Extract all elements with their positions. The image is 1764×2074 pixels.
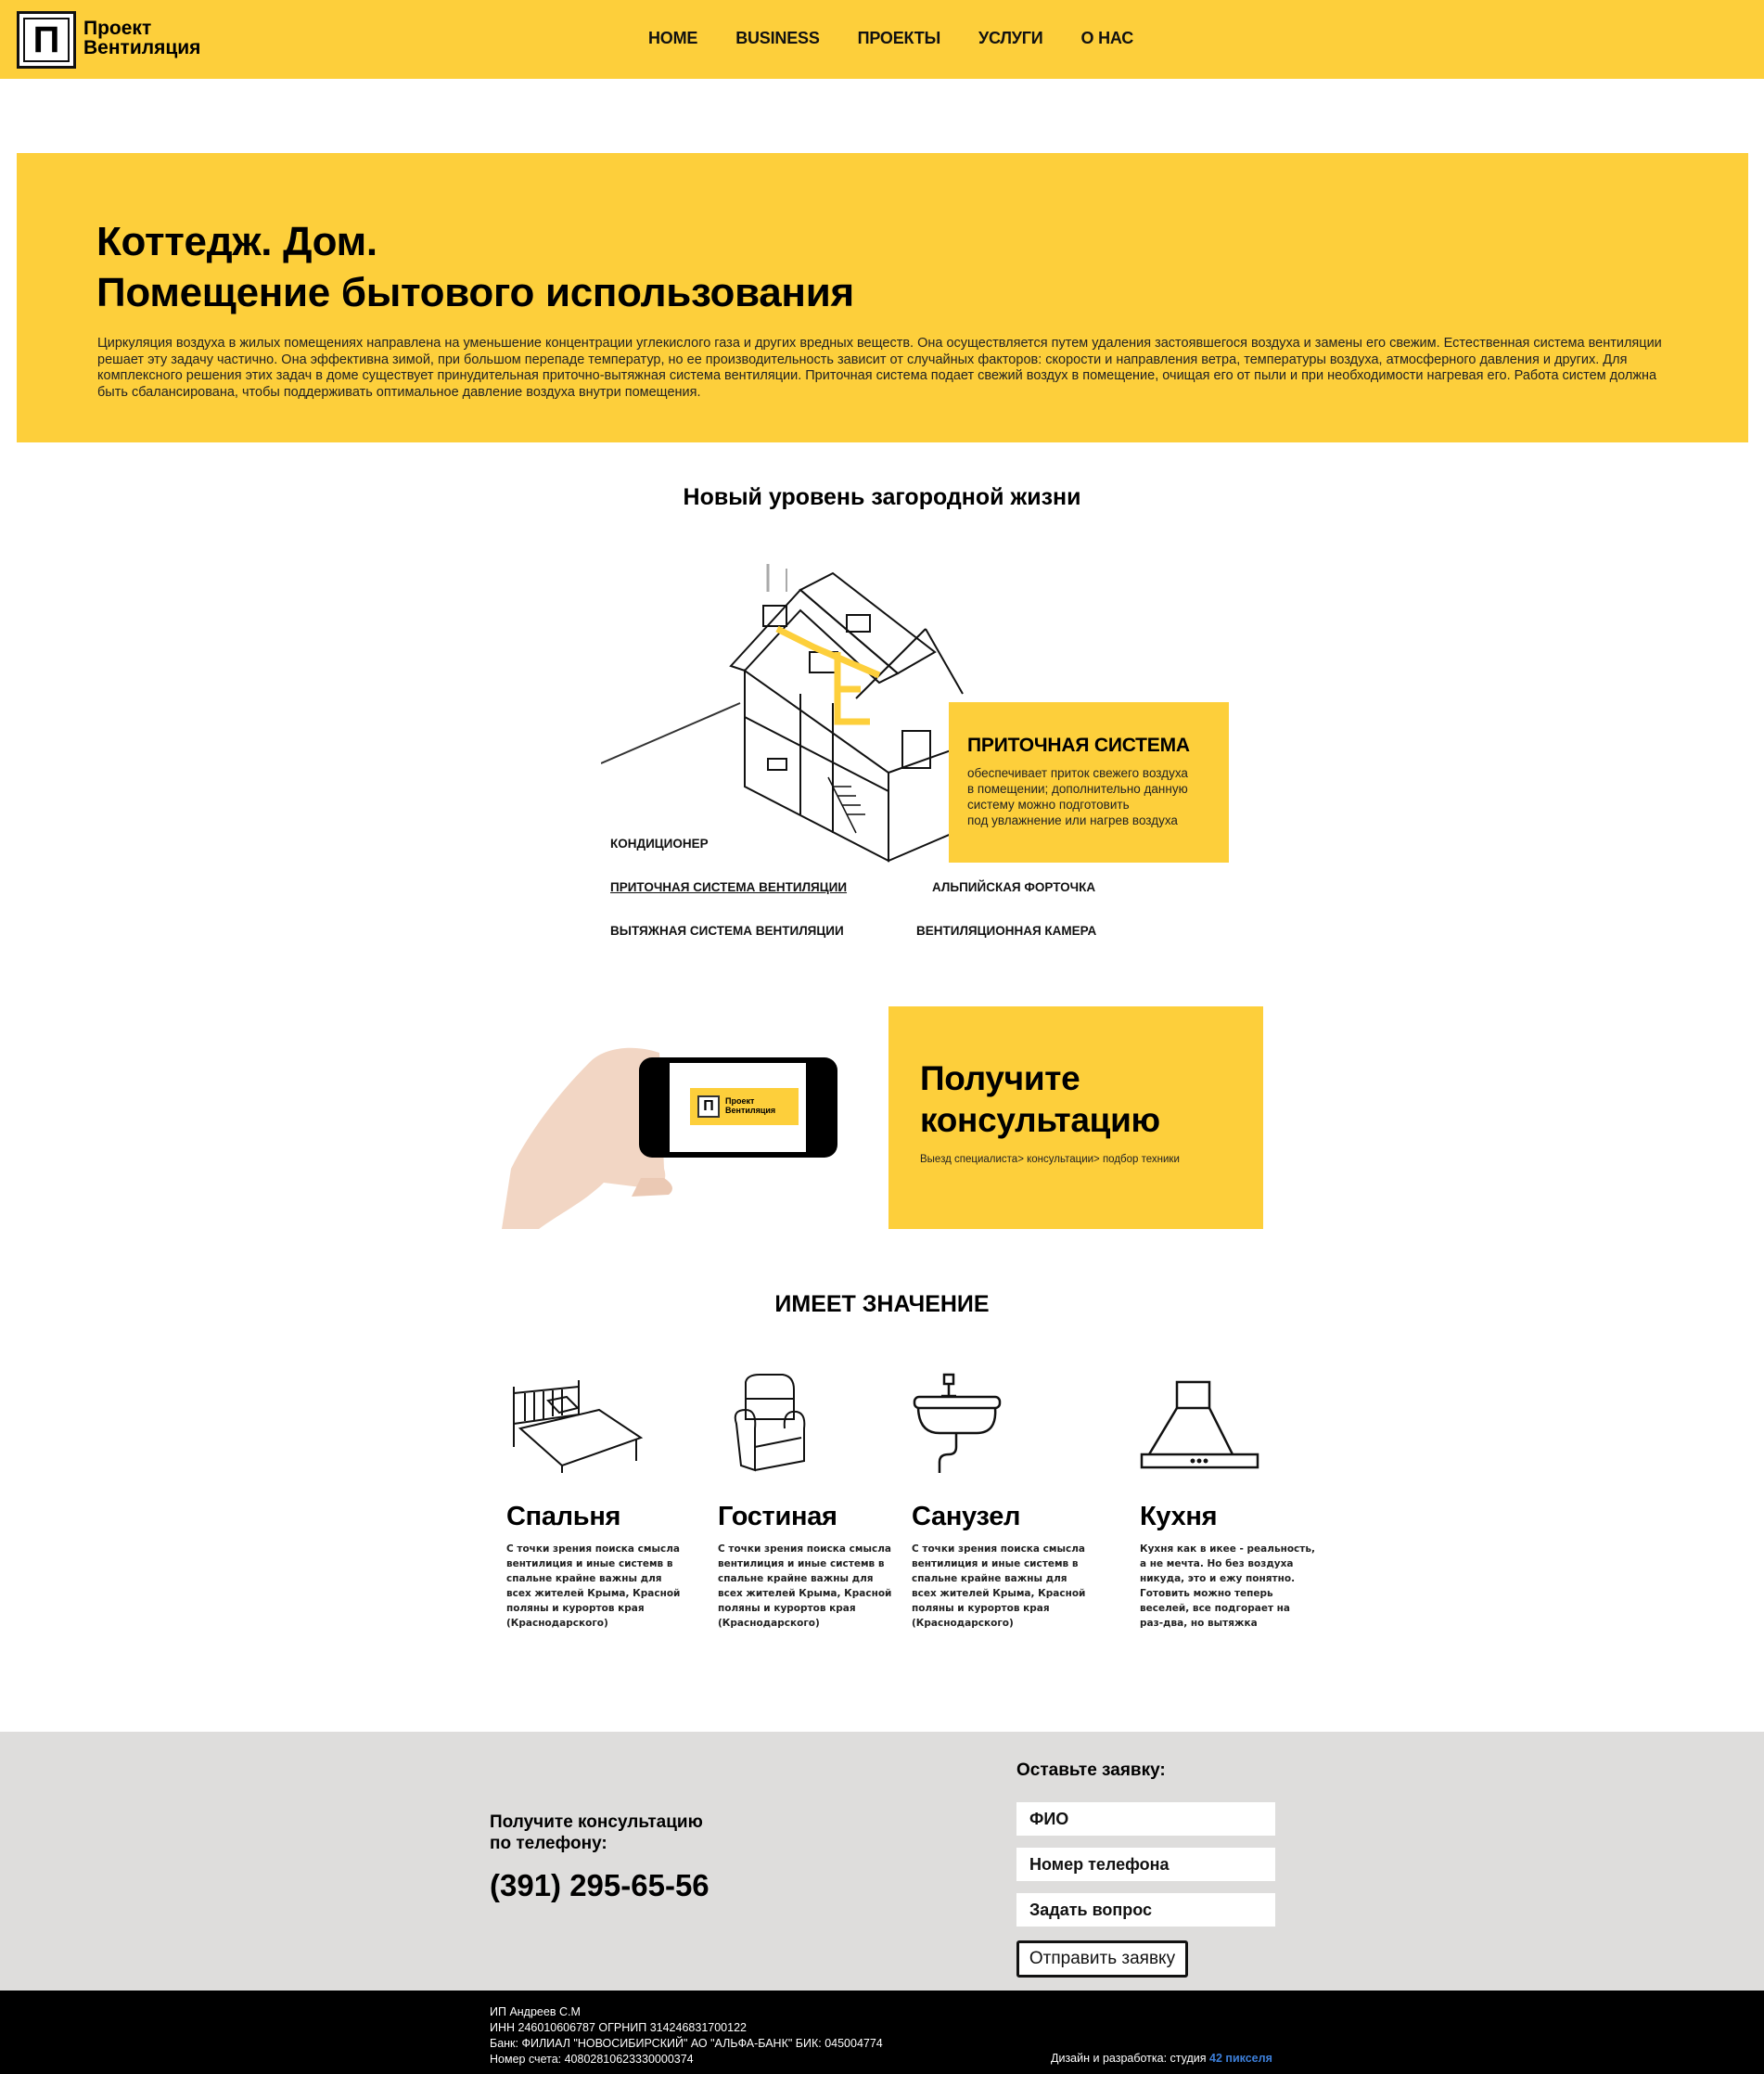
armchair-icon	[718, 1373, 857, 1475]
nav-about[interactable]: О НАС	[1080, 29, 1134, 47]
consultation-banner[interactable]	[888, 1006, 1263, 1229]
name-input[interactable]	[1016, 1802, 1275, 1836]
bed-icon	[506, 1373, 646, 1475]
site-footer	[0, 1991, 1764, 2074]
room-text: С точки зрения поиска смысла вентилиция и иные системв в спальне крайне важны для всех жителей Крыма, Красной поляны и курортов края (Краснодарского)	[506, 1543, 681, 1629]
phone-input[interactable]	[1016, 1848, 1275, 1881]
hero-title-line-1: Коттедж. Дом.	[96, 219, 377, 264]
room-kitchen	[1140, 1373, 1316, 1631]
hero-title-line-2: Помещение бытового использования	[96, 270, 854, 315]
room-text: Кухня как в икее - реальность, а не мечта. Но без воздуха никуда, это и ежу понятно. Готовить можно теперь веселей, все подгорает на раз-два, но вытяжка	[1140, 1543, 1315, 1629]
credit	[1051, 2052, 1272, 2065]
company-account: Номер счета: 40802810623330000374	[490, 2053, 694, 2066]
room-text: С точки зрения поиска смысла вентилиция и иные системв в спальне крайне важны для всех жителей Крыма, Красной поляны и курортов края (Краснодарского)	[718, 1543, 892, 1629]
hero-text: Циркуляция воздуха в жилых помещениях направлена на уменьшение концентрации углекислого газа и других вредных веществ. Она осуществляется путем удаления застоявшегося воздуха и замены его свежим. Естественная система вентиляции решает эту задачу частично. Она эффективна зимой, при большом перепаде температур, но ее производительность зависит от случайных факторов: скорости и направления ветра, температуры воздуха, атмосферного давления и других. Для комплексного решения этих задач в доме существует принудительная приточно-вытяжная система вентиляции. Приточная система подает свежий воздух в помещение, очищая его от пыли и при необходимости нагревая его. Работа систем должна быть сбалансирована, чтобы поддерживать оптимальное давление воздуха внутри помещения.	[97, 336, 1662, 400]
form-title: Оставьте заявку:	[1016, 1760, 1166, 1780]
nav-services[interactable]: УСЛУГИ	[978, 29, 1043, 47]
logo-line-2: Вентиляция	[83, 37, 201, 58]
company-name: ИП Андреев С.М	[490, 2005, 581, 2018]
company-bank: Банк: ФИЛИАЛ "НОВОСИБИРСКИЙ" АО "АЛЬФА-БАНК" БИК: 045004774	[490, 2037, 883, 2050]
logo-text[interactable]	[83, 19, 200, 58]
consult-subtitle: Выезд специалиста> консультации> подбор техники	[920, 1154, 1180, 1165]
sink-icon	[912, 1373, 1051, 1475]
question-input[interactable]	[1016, 1893, 1275, 1927]
hero-banner	[17, 153, 1748, 442]
hand-with-phone-image	[502, 1030, 776, 1229]
phone-logo-text: Проект Вентиляция	[725, 1096, 776, 1115]
consult-title: Получите консультацию	[920, 1059, 1160, 1139]
callout-title: ПРИТОЧНАЯ СИСТЕМА	[967, 735, 1190, 756]
matters-title: ИМЕЕТ ЗНАЧЕНИЕ	[774, 1291, 990, 1317]
room-bathroom	[912, 1373, 1088, 1631]
credit-text: Дизайн и разработка: студия	[1051, 2052, 1210, 2065]
link-ventilation-chamber[interactable]: ВЕНТИЛЯЦИОННАЯ КАМЕРА	[916, 924, 1097, 938]
room-living	[718, 1373, 894, 1631]
main-nav	[648, 29, 1171, 48]
nav-home[interactable]: HOME	[648, 29, 698, 47]
room-title: Гостиная	[718, 1502, 837, 1531]
range-hood-icon	[1140, 1373, 1279, 1475]
nav-business[interactable]: BUSINESS	[735, 29, 820, 47]
submit-request-button[interactable]: Отправить заявку	[1016, 1940, 1188, 1978]
site-header	[0, 0, 1764, 79]
link-alpine-window[interactable]: АЛЬПИЙСКАЯ ФОРТОЧКА	[932, 880, 1096, 894]
room-title: Кухня	[1140, 1502, 1218, 1531]
contacts-section	[0, 1732, 1764, 1991]
systems-title: Новый уровень загородной жизни	[683, 484, 1081, 510]
room-title: Санузел	[912, 1502, 1021, 1531]
link-conditioner[interactable]: КОНДИЦИОНЕР	[610, 837, 709, 851]
supply-system-callout	[949, 702, 1229, 863]
phone-logo-icon: П	[697, 1095, 720, 1118]
phone-label: Получите консультацию по телефону:	[490, 1812, 703, 1853]
room-text: С точки зрения поиска смысла вентилиция и иные системв в спальне крайне важны для всех жителей Крыма, Красной поляны и курортов края (Краснодарского)	[912, 1543, 1086, 1629]
nav-projects[interactable]: ПРОЕКТЫ	[857, 29, 940, 47]
phone-number[interactable]: (391) 295-65-56	[490, 1868, 709, 1902]
logo-line-1: Проект	[83, 18, 152, 39]
logo-icon[interactable]	[17, 11, 76, 69]
company-inn: ИНН 246010606787 ОГРНИП 314246831700122	[490, 2021, 747, 2034]
credit-link[interactable]: 42 пикселя	[1209, 2052, 1272, 2065]
link-supply-ventilation[interactable]: ПРИТОЧНАЯ СИСТЕМА ВЕНТИЛЯЦИИ	[610, 880, 848, 894]
logo-glyph: П	[32, 19, 60, 60]
room-title: Спальня	[506, 1502, 621, 1531]
callout-text: обеспечивает приток свежего воздуха в помещении; дополнительно данную систему можно подготовить под увлажнение или нагрев воздуха	[967, 766, 1188, 827]
room-bedroom	[506, 1373, 683, 1631]
hero-title	[96, 216, 854, 318]
link-exhaust-ventilation[interactable]: ВЫТЯЖНАЯ СИСТЕМА ВЕНТИЛЯЦИИ	[610, 924, 844, 938]
phone-screen	[670, 1063, 806, 1152]
company-details	[490, 2004, 883, 2068]
